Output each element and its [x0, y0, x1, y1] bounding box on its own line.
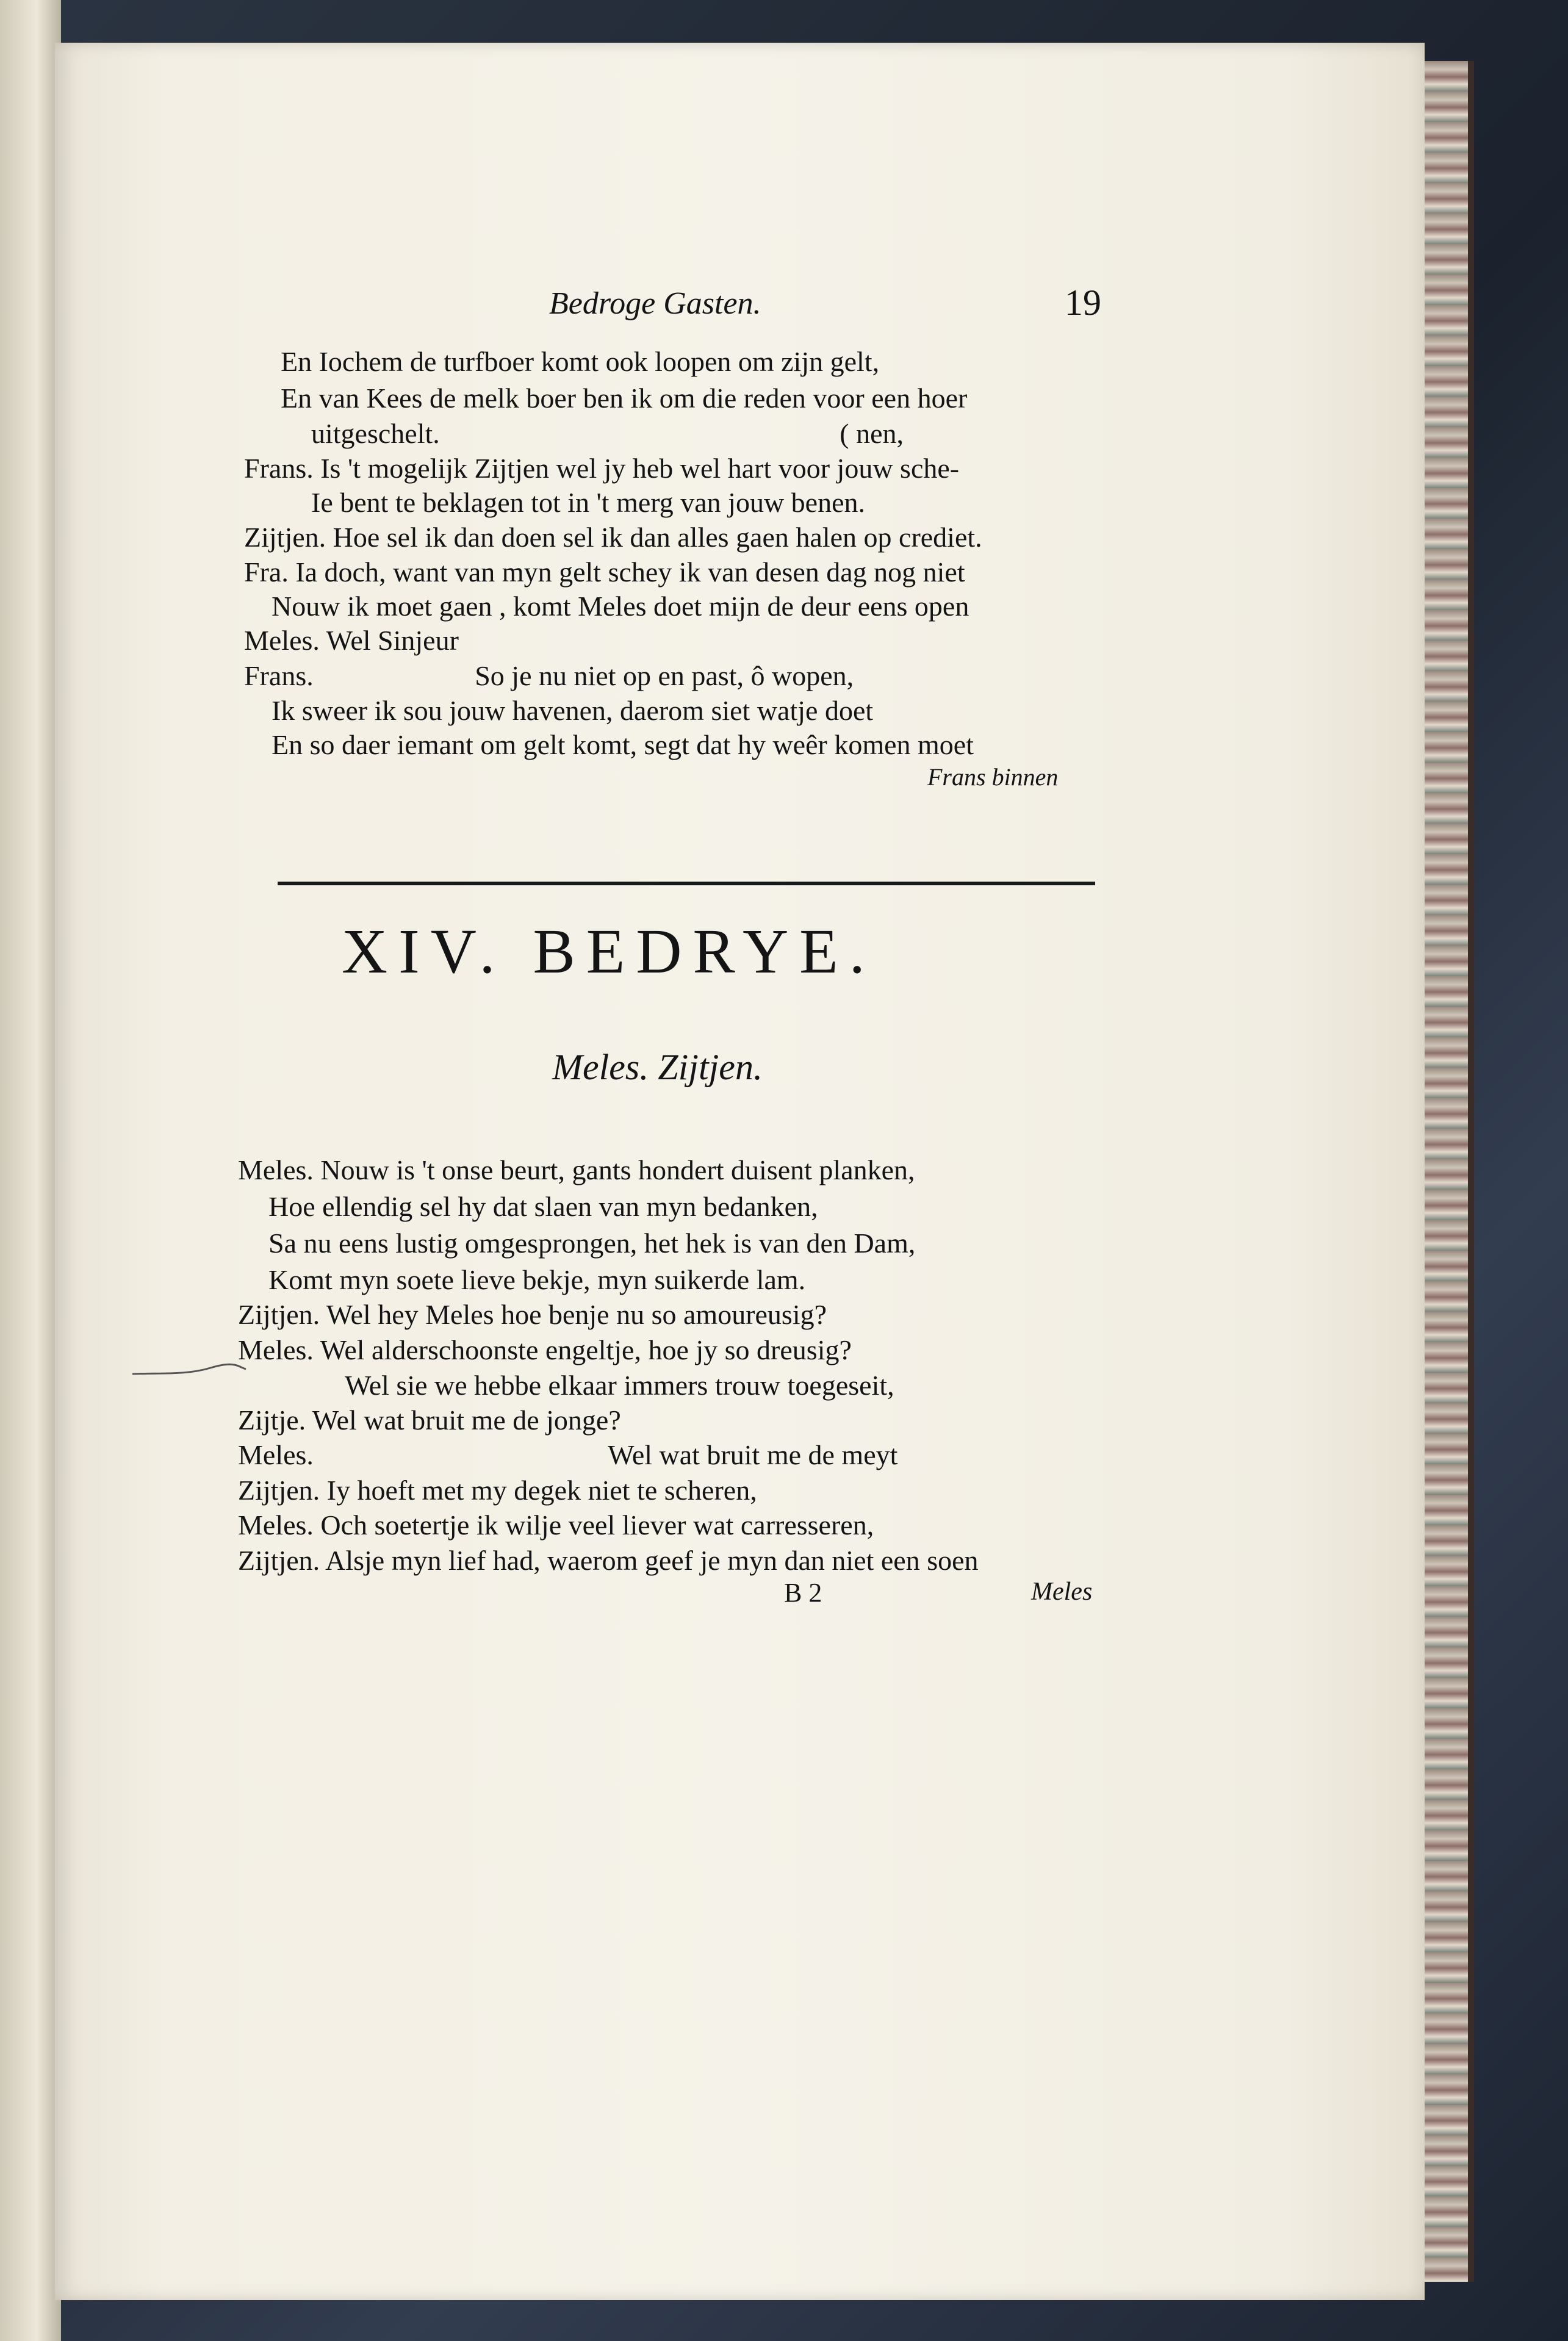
facing-page-edge: [0, 0, 61, 2341]
text-line: Zijtje. Wel wat bruit me de jonge?: [238, 1404, 621, 1436]
running-title: Bedroge Gasten.: [549, 286, 761, 321]
text-line: Meles. Nouw is 't onse beurt, gants hondert duisent planken,: [238, 1154, 915, 1185]
text-line: Zijtjen. Iy hoeft met my degek niet te scheren,: [238, 1475, 757, 1506]
page-number: 19: [1065, 282, 1101, 323]
text-line: Ik sweer ik sou jouw havenen, daerom siet watje doet: [272, 695, 874, 726]
text-line: Zijtjen. Hoe sel ik dan doen sel ik dan alles gaen halen op crediet.: [244, 522, 982, 553]
text-line: Fra. Ia doch, want van myn gelt schey ik van desen dag nog niet: [244, 556, 965, 588]
act-persons: Meles. Zijtjen.: [552, 1047, 763, 1087]
text-line: Nouw ik moet gaen , komt Meles doet mijn de deur eens open: [272, 591, 969, 622]
signature-mark: B 2: [784, 1578, 822, 1608]
text-line: En van Kees de melk boer ben ik om die reden voor een hoer: [281, 383, 968, 414]
text-line: Meles. Wel wat bruit me de meyt: [238, 1439, 898, 1470]
text-line: Meles. Wel Sinjeur: [244, 625, 459, 656]
text-line: Zijtjen. Alsje myn lief had, waerom geef je myn dan niet een soen: [238, 1545, 979, 1576]
text-line: En Iochem de turfboer komt ook loopen om zijn gelt,: [281, 346, 880, 377]
text-line: uitgeschelt. ( nen,: [311, 418, 904, 449]
pencil-mark: [131, 1361, 247, 1379]
section-rule: [278, 882, 1095, 885]
text-line: Wel sie we hebbe elkaar immers trouw toegeseit,: [345, 1370, 894, 1401]
text-line: Frans. Is 't mogelijk Zijtjen wel jy heb wel hart voor jouw sche-: [244, 453, 960, 484]
text-line: Meles. Och soetertje ik wilje veel liever wat carresseren,: [238, 1509, 874, 1541]
text-line: Ie bent te beklagen tot in 't merg van jouw benen.: [311, 487, 866, 518]
text-line: En so daer iemant om gelt komt, segt dat hy weêr komen moet: [272, 729, 974, 760]
act-title: XIV. BEDRYE.: [342, 916, 876, 987]
text-line: Hoe ellendig sel hy dat slaen van myn bedanken,: [268, 1191, 818, 1222]
text-line: Meles. Wel alderschoonste engeltje, hoe jy so dreusig?: [238, 1334, 852, 1365]
text-line: Komt myn soete lieve bekje, myn suikerde lam.: [268, 1264, 806, 1295]
stage-direction: Frans binnen: [927, 763, 1059, 791]
text-line: Frans. So je nu niet op en past, ô wopen,: [244, 660, 854, 691]
catchword: Meles: [1031, 1578, 1093, 1606]
text-line: Zijtjen. Wel hey Meles hoe benje nu so amoureusig?: [238, 1299, 827, 1330]
text-line: Sa nu eens lustig omgesprongen, het hek is van den Dam,: [268, 1228, 916, 1259]
